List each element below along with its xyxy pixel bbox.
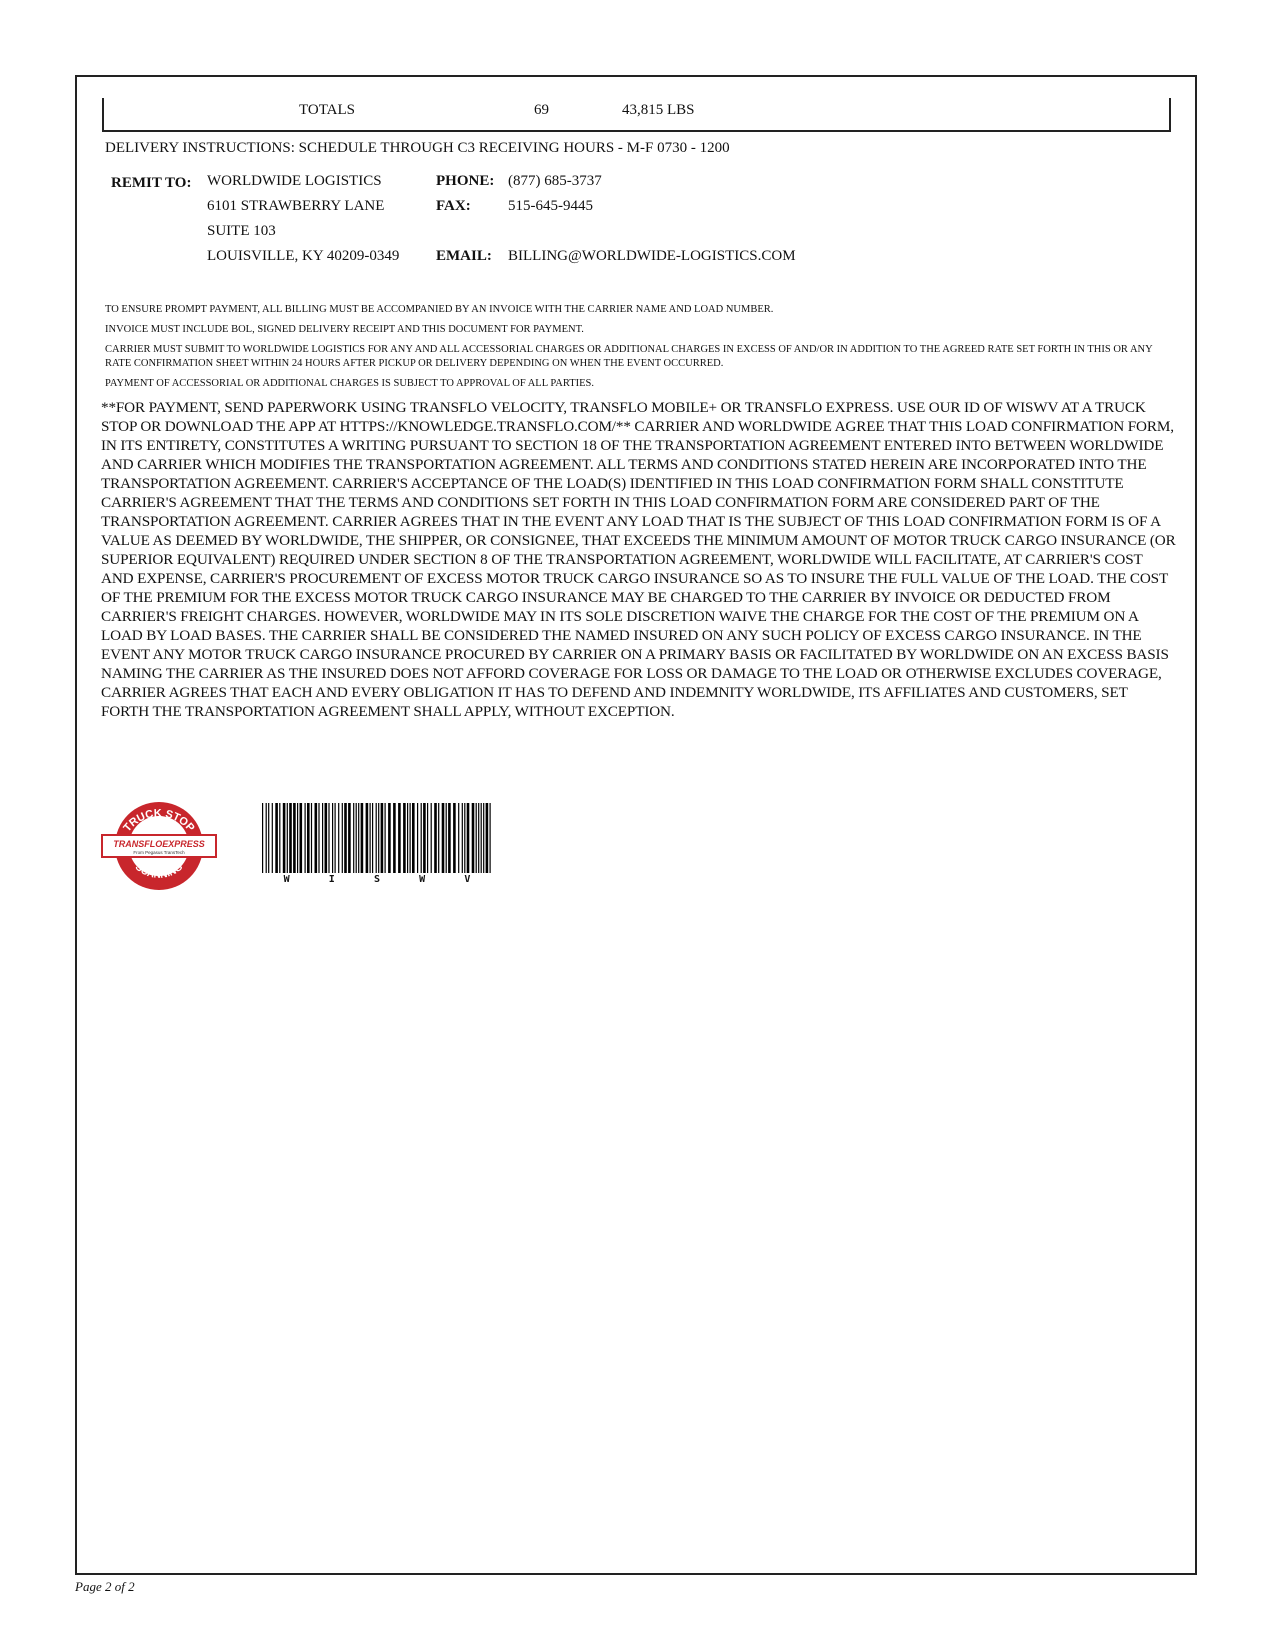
totals-row <box>102 98 1171 132</box>
barcode-bar <box>344 803 347 873</box>
remit-name: WORLDWIDE LOGISTICS <box>207 173 382 189</box>
barcode-bar <box>434 803 437 873</box>
barcode-bar <box>289 803 292 873</box>
legal-terms: **FOR PAYMENT, SEND PAPERWORK USING TRANSFLO VELOCITY, TRANSFLO MOBILE+ OR TRANSFLO EXPRESS. USE OUR ID OF WISWV AT A TRUCK STOP OR DOWNLOAD THE APP AT HTTPS://KNOWLEDGE.TRANSFLO.COM/** CARRIER AND WORLDWIDE AGREE THAT THIS LOAD CONFIRMATION FORM, IN ITS ENTIRETY, CONSTITUTES A WRITING PURSUANT TO SECTION 18 OF THE TRANSPORTATION AGREEMENT ENTERED INTO BETWEEN WORLDWIDE AND CARRIER WHICH MODIFIES THE TRANSPORTATION AGREEMENT. ALL TERMS AND CONDITIONS STATED HEREIN ARE INCORPORATED INTO THE TRANSPORTATION AGREEMENT. CARRIER'S ACCEPTANCE OF THE LOAD(S) IDENTIFIED IN THIS LOAD CONFIRMATION FORM SHALL CONSTITUTE CARRIER'S AGREEMENT THAT THE TERMS AND CONDITIONS SET FORTH IN THIS LOAD CONFIRMATION FORM ARE CONSIDERED PART OF THE TRANSPORTATION AGREEMENT. CARRIER AGREES THAT IN THE EVENT ANY LOAD THAT IS THE SUBJECT OF THIS LOAD CONFIRMATION FORM IS OF A VALUE AS DEEMED BY WORLDWIDE, THE SHIPPER, OR CONSIGNEE, THAT EXCEEDS THE MINIMUM AMOUNT OF MOTOR TRUCK CARGO INSURANCE (OR SUPERIOR EQUIVALENT) REQUIRED UNDER SECTION 8 OF THE TRANSPORTATION AGREEMENT, WORLDWIDE WILL FACILITATE, AT CARRIER'S COST AND EXPENSE, CARRIER'S PROCUREMENT OF EXCESS MOTOR TRUCK CARGO INSURANCE SO AS TO INSURE THE FULL VALUE OF THE LOAD. THE COST OF THE PREMIUM FOR THE EXCESS MOTOR TRUCK CARGO INSURANCE MAY BE CHARGED TO THE CARRIER BY INVOICE OR DEDUCTED FROM CARRIER'S FREIGHT CHARGES. HOWEVER, WORLDWIDE MAY IN ITS SOLE DISCRETION WAIVE THE CHARGE FOR THE COST OF THE PREMIUM ON A LOAD BY LOAD BASES. THE CARRIER SHALL BE CONSIDERED THE NAMED INSURED ON ANY SUCH POLICY OF EXCESS CARGO INSURANCE. IN THE EVENT ANY MOTOR TRUCK CARGO INSURANCE PROCURED BY CARRIER ON A PRIMARY BASIS OR FACILITATED BY WORLDWIDE ON AN EXCESS BASIS NAMING THE CARRIER AS THE INSURED DOES NOT AFFORD COVERAGE FOR LOSS OR DAMAGE TO THE LOAD OR OTHERWISE EXCLUDES COVERAGE, CARRIER AGREES THAT EACH AND EVERY OBLIGATION IT HAS TO DEFEND AND INDEMNITY WORLDWIDE, ITS AFFILIATES AND CUSTOMERS, SET FORTH THE TRANSPORTATION AGREEMENT SHALL APPLY, WITHOUT EXCEPTION. <box>101 399 1176 720</box>
logo-brand: TRANSFLOEXPRESS <box>113 839 205 849</box>
barcode-bar <box>372 803 373 873</box>
phone-value: (877) 685-3737 <box>508 173 602 189</box>
barcode-bar <box>332 803 333 873</box>
barcode-bar <box>318 803 319 873</box>
logo-bottom-text: SCANNING <box>132 861 186 881</box>
barcode-bar <box>398 803 401 873</box>
logo-sub: From Pegasus TransTech <box>133 850 185 855</box>
barcode-bar <box>366 803 369 873</box>
remit-suite: SUITE 103 <box>207 223 276 239</box>
email-value: BILLING@WORLDWIDE-LOGISTICS.COM <box>508 248 796 264</box>
barcode-bar <box>448 803 451 873</box>
barcode-bar <box>438 803 439 873</box>
barcode-bar <box>275 803 278 873</box>
barcode-bar <box>472 803 475 873</box>
barcode-bar <box>358 803 359 873</box>
barcode-bar <box>297 803 298 873</box>
barcode-bar <box>376 803 377 873</box>
billing-note: CARRIER MUST SUBMIT TO WORLDWIDE LOGISTICS FOR ANY AND ALL ACCESSORIAL CHARGES OR ADDITIONAL CHARGES IN EXCESS OF AND/OR IN ADDITION TO THE AGREED RATE SET FORTH IN THIS OR ANY RATE CONFIRMATION SHEET WITHIN 24 HOURS AFTER PICKUP OR DELIVERY DEPENDING ON WHEN THE EVENT OCCURRED. <box>105 344 1153 369</box>
barcode-bar <box>322 803 323 873</box>
barcode-bar <box>287 803 288 873</box>
totals-weight: 43,815 LBS <box>622 102 695 118</box>
barcode-char: S <box>373 874 380 885</box>
barcode-bar <box>476 803 477 873</box>
barcode-bar <box>305 803 306 873</box>
barcode-char: W <box>419 874 426 885</box>
barcode-bar <box>272 803 273 873</box>
barcode-bar <box>381 803 384 873</box>
barcode-bar <box>467 803 470 873</box>
barcode-bar <box>361 803 364 873</box>
barcode-bar <box>417 803 418 873</box>
barcode-bar <box>393 803 396 873</box>
barcode-bar <box>293 803 296 873</box>
barcode-bar <box>266 803 267 873</box>
barcode-bar <box>464 803 465 873</box>
barcode-bar <box>412 803 415 873</box>
logo-top-text: TRUCK STOP <box>121 807 197 835</box>
barcode-char: V <box>464 874 471 885</box>
remit-street: 6101 STRAWBERRY LANE <box>207 198 385 214</box>
barcode-char: W <box>283 874 290 885</box>
barcode-bar <box>325 803 328 873</box>
barcode-bar <box>307 803 310 873</box>
barcode-bar <box>315 803 318 873</box>
transflo-truck-stop-logo <box>100 800 218 892</box>
barcode-bar <box>342 803 343 873</box>
barcode-bar <box>300 803 303 873</box>
billing-note: PAYMENT OF ACCESSORIAL OR ADDITIONAL CHARGES IS SUBJECT TO APPROVAL OF ALL PARTIES. <box>105 378 594 389</box>
barcode-bar <box>486 803 489 873</box>
barcode-bar <box>446 803 447 873</box>
barcode-bar <box>481 803 482 873</box>
barcode-bar <box>356 803 357 873</box>
billing-note: TO ENSURE PROMPT PAYMENT, ALL BILLING MUST BE ACCOMPANIED BY AN INVOICE WITH THE CARRIER NAME AND LOAD NUMBER. <box>105 304 774 315</box>
barcode-bar <box>421 803 422 873</box>
billing-note: INVOICE MUST INCLUDE BOL, SIGNED DELIVERY RECEIPT AND THIS DOCUMENT FOR PAYMENT. <box>105 324 584 335</box>
barcode-bar <box>410 803 411 873</box>
barcode-bar <box>442 803 445 873</box>
barcode-bar <box>427 803 428 873</box>
barcode-bar <box>268 803 269 873</box>
barcode-bar <box>338 803 339 873</box>
barcode-bar <box>335 803 336 873</box>
barcode-bar <box>478 803 479 873</box>
fax-label: FAX: <box>436 198 471 214</box>
barcode-bar <box>353 803 354 873</box>
barcode-bar <box>385 803 386 873</box>
billing-notes <box>105 303 1170 397</box>
barcode-bar <box>431 803 432 873</box>
barcode-bar <box>423 803 426 873</box>
email-label: EMAIL: <box>436 248 492 264</box>
barcode-bar <box>378 803 379 873</box>
delivery-instructions: DELIVERY INSTRUCTIONS: SCHEDULE THROUGH C3 RECEIVING HOURS - M-F 0730 - 1200 <box>105 140 730 156</box>
page-frame <box>75 75 1197 1575</box>
page-number: Page 2 of 2 <box>75 1579 135 1594</box>
barcode-bar <box>328 803 329 873</box>
totals-pieces: 69 <box>534 102 549 118</box>
barcode-bar <box>453 803 456 873</box>
barcode-char: I <box>328 874 335 885</box>
totals-label: TOTALS <box>299 102 356 118</box>
barcode-bar <box>490 803 491 873</box>
barcode-bar <box>388 803 391 873</box>
remit-label: REMIT TO: <box>111 175 192 191</box>
phone-label: PHONE: <box>436 173 495 189</box>
remit-city: LOUISVILLE, KY 40209-0349 <box>207 248 400 264</box>
barcode-bar <box>407 803 408 873</box>
barcode-text <box>264 874 490 885</box>
barcode-bar <box>458 803 459 873</box>
barcode-bar <box>403 803 406 873</box>
barcode-image <box>262 803 494 873</box>
barcode-bar <box>462 803 463 873</box>
barcode-bar <box>348 803 351 873</box>
barcode-bar <box>370 803 371 873</box>
barcode-bar <box>262 803 263 873</box>
fax-value: 515-645-9445 <box>508 198 593 214</box>
barcode-bar <box>283 803 286 873</box>
barcode-bar <box>279 803 280 873</box>
barcode-bar <box>483 803 484 873</box>
barcode-bar <box>311 803 312 873</box>
